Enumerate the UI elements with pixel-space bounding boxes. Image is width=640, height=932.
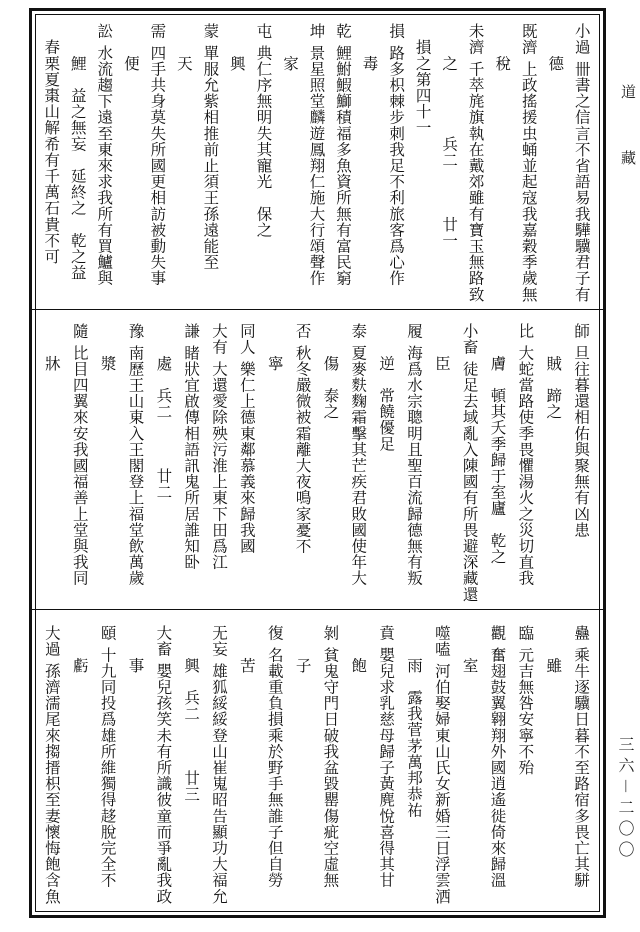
text-column: 損 路多枳棘步刺我足不利旅客爲心作 (387, 23, 406, 287)
upper-register (32, 15, 603, 307)
text-column: 室 (460, 625, 479, 674)
text-column: 鯉 益之無妄 延終之 乾之益 (68, 23, 87, 281)
text-column: 无妄 雄狐綏綏登山崔嵬昭告顯功大福允 (210, 625, 229, 905)
text-column: 隨 比目四翼來安我國福善上堂與我同 (70, 323, 89, 587)
text-column: 小過 卌書之信言不省語易我驊驥君子有 (572, 23, 591, 303)
text-column: 家 (280, 23, 299, 72)
text-column: 牀 (42, 323, 61, 372)
text-column: 雖 (544, 625, 563, 674)
text-column: 既濟 上政搖援虫蛹並起寇我嘉穀季歲無 (519, 23, 538, 303)
text-column: 比 大蛇當路使季畏懼湯火之災切直我 (516, 323, 535, 587)
text-column: 履 海爲水宗聰明且聖百流歸德無有叛 (404, 323, 423, 587)
text-column: 剝 貧鬼守門日破我盆毀罌傷疵空虛無 (321, 625, 340, 889)
text-column: 需 四手共身莫失所國更相訪被動失事 (148, 23, 167, 287)
text-column: 大畜 嬰兒孩笑未有所識彼童而爭亂我政 (154, 625, 173, 905)
text-column: 小畜 徒足去域亂入陳國有所畏避深藏還 (460, 323, 479, 603)
text-column: 興 (227, 23, 246, 72)
text-column: 豫 南歷王山東入王閣登上福堂飲萬歲 (126, 323, 145, 587)
text-column: 復 名載重負損乘於野手無誰子但自勞 (265, 625, 284, 889)
middle-register (32, 315, 603, 607)
text-column: 損之第四十一 (413, 23, 432, 136)
text-column: 興 兵二 廿三 (182, 625, 201, 803)
text-column: 傷 泰之 (321, 323, 340, 420)
text-column: 漿 (98, 323, 117, 372)
text-column: 雨 露我菅茅萬邦恭祐 (404, 625, 423, 819)
text-column: 噬嗑 河伯娶婦東山氏女新婚三日浮雲洒 (432, 625, 451, 905)
text-column: 乾 鯉鮒鰕鰤積福多魚資所無有富民窮 (334, 23, 353, 287)
text-column: 德 (546, 23, 565, 72)
text-column: 膚 頓其夭季歸于室廬 乾之 (488, 323, 507, 565)
text-column: 大過 孫濟濡尾來搊搢枳至妻懷悔飽含魚 (42, 625, 61, 905)
margin-collection-label: 道 (619, 84, 637, 102)
text-column: 稅 (493, 23, 512, 72)
text-column: 師 旦往暮還相佑與聚無有凶患 (572, 323, 591, 538)
text-column: 事 (126, 625, 145, 674)
text-column: 之 兵二 廿一 (440, 23, 459, 249)
text-column: 臨 元吉無咎安寧不殆 (516, 625, 535, 776)
text-column: 否 秋冬嚴微被霜離大夜鳴家憂不 (293, 323, 312, 554)
text-column: 飽 (349, 625, 368, 674)
text-column: 泰 夏麥麩麴霜擊其芒疾君敗國使年大 (349, 323, 368, 587)
text-column: 逆 常饒優足 (377, 323, 396, 452)
text-column: 虧 (70, 625, 89, 674)
margin-canon-label: 藏 (619, 150, 637, 168)
text-column: 毒 (360, 23, 379, 72)
text-column: 天 (174, 23, 193, 72)
text-column: 大有 大還愛除殃污淮上東下田爲江 (210, 323, 229, 571)
text-column: 便 (121, 23, 140, 72)
text-column: 子 (293, 625, 312, 674)
register-divider (32, 309, 603, 310)
text-column: 屯 典仁序無明失其寵光 保之 (254, 23, 273, 238)
text-column: 賁 嬰兒求乳慈母歸子黃麂悅喜得其甘 (377, 625, 396, 889)
text-column: 訟 水流趨下遠至東來求我所有買鱸與 (95, 23, 114, 287)
text-column: 臣 (432, 323, 451, 372)
page-number: 三六－二〇〇 (616, 736, 635, 863)
text-column: 苦 (237, 625, 256, 674)
text-column: 謙 睹狀宜啟傳相語訊鬼所居誰知卧 (182, 323, 201, 571)
text-column: 賊 蹄之 (544, 323, 563, 420)
text-column: 蒙 單服允紫相推前止須王孫遠能至 (201, 23, 220, 271)
text-column: 坤 景星照堂麟遊鳳翔仁施大行頌聲作 (307, 23, 326, 287)
text-column: 頤 十九同投爲雄所維獨得趍脫完全不 (98, 625, 117, 889)
text-column: 同人 樂仁上德東鄰慕義來歸我國 (237, 323, 256, 554)
text-column: 蠱 乘牛逐驥日暮不至路宿多畏亡其駢 (572, 625, 591, 889)
text-column: 觀 奮翅鼓翼翱翔外國逍遙徙倚來歸溫 (488, 625, 507, 889)
text-column: 春栗夏棗山解希有千萬石貴不可 (42, 23, 61, 265)
text-column: 處 兵二 廿二 (154, 323, 173, 501)
lower-register (32, 617, 603, 917)
text-column: 未濟 千萃旄旗執在戴郊雖有寶玉無路致 (466, 23, 485, 303)
text-column: 寧 (265, 323, 284, 372)
page-frame (29, 8, 606, 918)
register-divider (32, 609, 603, 610)
